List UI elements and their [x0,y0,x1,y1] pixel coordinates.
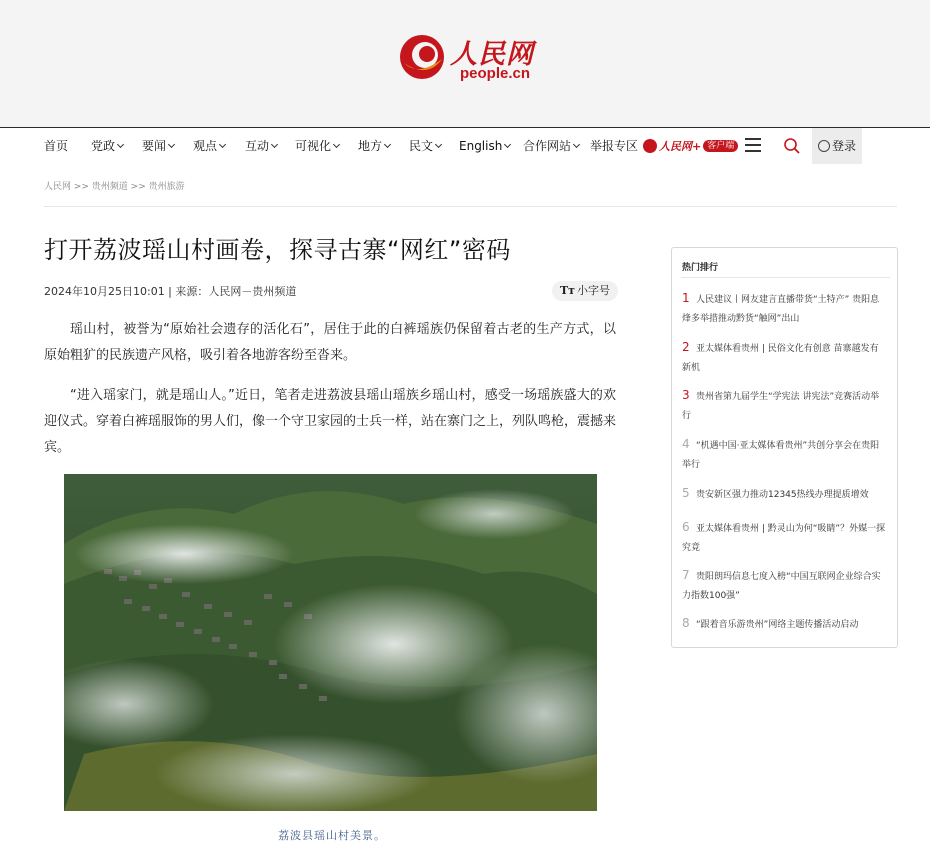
search-icon[interactable] [783,137,801,155]
app-download-link[interactable] [643,138,738,154]
site-header [0,0,930,127]
chevron-down-icon [384,141,391,148]
nav-label: English [459,139,503,153]
rank-title: 亚太媒体看贵州 | 民俗文化有创意 苗寨越发有新机 [682,344,879,373]
article-paragraph: 瑶山村，被誉为“原始社会遗存的活化石”，居住于此的白裤瑶族仍保留着古老的生产方式，以原始粗犷的民族遗产风格，吸引着各地游客纷至沓来。 [44,322,616,363]
chevron-down-icon [219,141,226,148]
nav-item-partners[interactable] [523,128,579,164]
article-meta: 2024年10月25日10:01 | 来源：人民网－贵州频道 [44,285,297,298]
nav-label: 举报专区 [590,139,639,153]
rank-number: 8 [682,616,690,630]
rank-number: 5 [682,486,690,500]
rank-title: 贵州省第九届学生“学宪法 讲宪法”竞赛活动举行 [682,392,880,421]
ranking-item[interactable] [682,484,887,505]
logo-mark-icon [398,33,446,81]
rank-title: 人民建议丨网友建言直播带货“土特产” 贵阳息烽多举措推动黔货“触网”出山 [682,295,880,324]
article-photo-village [64,474,597,811]
divider [44,206,897,207]
rank-number: 6 [682,520,690,534]
chevron-down-icon [435,141,442,148]
nav-item-local[interactable] [358,128,390,164]
logo-text-en: people.cn [460,65,531,82]
nav-label: 民文 [409,139,434,153]
rank-title: “跟着音乐游贵州”网络主题传播活动启动 [696,620,859,630]
photo-caption: 荔波县瑶山村美景。 [278,829,386,842]
nav-label: 互动 [245,139,270,153]
nav-item-ethnic[interactable] [409,128,441,164]
rank-title: 亚太媒体看贵州 | 黔灵山为何“吸睛”？外媒一探究竟 [682,524,886,553]
rank-title: “机遇中国·亚太媒体看贵州”共创分享会在贵阳举行 [682,441,880,470]
ranking-item[interactable] [682,338,887,378]
rank-title: 贵阳朗玛信息七度入榜“中国互联网企业综合实力指数100强” [682,572,881,601]
nav-item-interact[interactable] [245,128,277,164]
app-name: 人民网+ [659,140,702,153]
nav-item-party[interactable] [91,128,123,164]
nav-label: 可视化 [295,139,332,153]
nav-item-news[interactable] [142,128,174,164]
article-title: 打开荔波瑶山村画卷，探寻古寨“网红”密码 [44,236,511,264]
people-cn-logo[interactable] [398,28,548,88]
ranking-item[interactable] [682,386,887,426]
nav-label: 合作网站 [523,139,572,153]
font-size-toggle[interactable] [552,281,618,301]
main-nav [0,127,930,164]
ranking-item[interactable] [682,435,887,475]
nav-item-report[interactable] [590,128,638,164]
font-size-label: 小字号 [577,284,611,297]
menu-icon[interactable] [745,138,761,152]
rank-number: 7 [682,568,690,582]
rank-number: 1 [682,291,690,305]
hot-ranking-heading: 热门排行 [682,263,719,273]
chevron-down-icon [168,141,175,148]
nav-item-opinion[interactable] [193,128,225,164]
nav-label: 党政 [91,139,116,153]
chevron-down-icon [573,141,580,148]
nav-label: 地方 [358,139,383,153]
rank-title: 贵安新区强力推动12345热线办理提质增效 [696,490,869,500]
font-size-icon: Tт [560,284,576,297]
rank-number: 4 [682,437,690,451]
login-button[interactable] [812,128,862,164]
nav-item-visual[interactable] [295,128,339,164]
nav-item-english[interactable] [459,128,510,164]
chevron-down-icon [271,141,278,148]
chevron-down-icon [333,141,340,148]
rank-number: 2 [682,340,690,354]
ranking-item[interactable] [682,289,887,329]
login-label: 登录 [832,139,857,153]
app-badge-label: 客户端 [703,140,738,152]
nav-label: 要闻 [142,139,167,153]
nav-label: 观点 [193,139,218,153]
nav-label: 首页 [44,139,69,153]
logo-text-cn: 人民网 [450,39,534,70]
app-logo-icon [643,139,657,153]
user-icon [818,140,830,152]
chevron-down-icon [117,141,124,148]
ranking-item[interactable] [682,566,887,606]
nav-item-home[interactable] [44,128,68,164]
ranking-item[interactable] [682,518,887,558]
hot-ranking-panel [671,247,898,648]
ranking-item[interactable] [682,614,887,635]
breadcrumb[interactable]: 人民网 >> 贵州频道 >> 贵州旅游 [44,182,185,192]
divider [681,277,890,278]
article-paragraph: “进入瑶家门，就是瑶山人。”近日，笔者走进荔波县瑶山瑶族乡瑶山村，感受一场瑶族盛大的欢迎仪式。穿着白裤瑶服饰的男人们，像一个守卫家园的士兵一样，站在寨门之上，列队鸣枪，震撼来宾。 [44,388,617,455]
chevron-down-icon [504,141,511,148]
rank-number: 3 [682,388,690,402]
